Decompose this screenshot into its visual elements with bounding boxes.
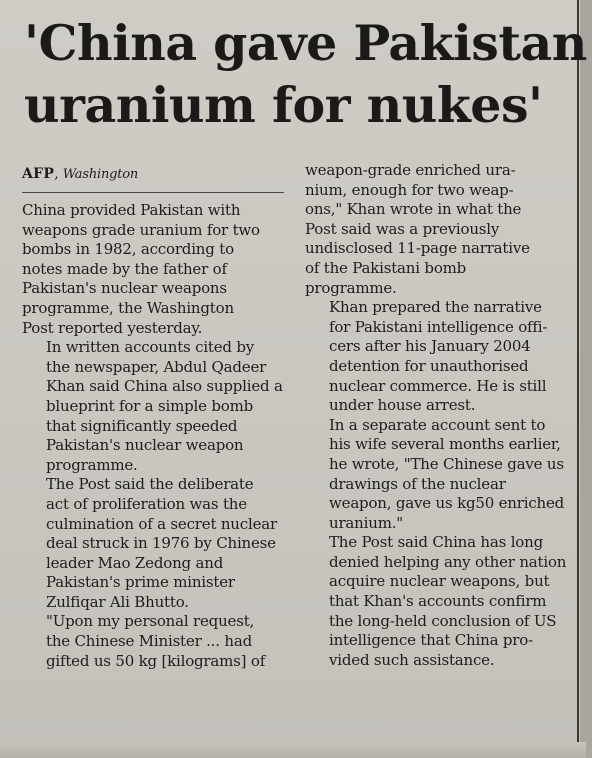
text-line: cers after his January 2004 (329, 337, 531, 356)
text-line: the newspaper, Abdul Qadeer (46, 357, 267, 376)
text-line: uranium." (329, 513, 403, 532)
text-line: nium, enough for two weap- (305, 180, 514, 199)
text-line: detention for unauthorised (329, 356, 529, 375)
article-paragraph (22, 201, 288, 338)
text-line: The Post said China has long (329, 533, 543, 552)
text-line: Pakistan's nuclear weapon (46, 436, 244, 455)
text-line: act of proliferation was the (46, 494, 247, 513)
text-line: weapon, gave us kg50 enriched (329, 494, 565, 513)
text-line: of the Pakistani bomb (305, 258, 467, 277)
article-paragraph (305, 161, 573, 298)
text-line: under house arrest. (329, 396, 476, 415)
left-column-body (22, 201, 288, 671)
text-line: programme, the Washington (22, 298, 234, 317)
article-paragraph (22, 612, 288, 671)
text-line: intelligence that China pro- (329, 631, 533, 650)
text-line: that Khan's accounts confirm (329, 592, 547, 611)
headline-line-2: uranium for nukes' (24, 76, 543, 134)
text-line: Khan prepared the narrative (329, 298, 542, 317)
text-line: "Upon my personal request, (46, 612, 255, 631)
text-line: drawings of the nuclear (329, 474, 506, 493)
article-paragraph (305, 298, 573, 416)
text-line: Pakistan's prime minister (46, 573, 235, 592)
text-line: Post said was a previously (305, 219, 500, 238)
article-paragraph (305, 533, 573, 670)
text-line: the Chinese Minister ... had (46, 632, 252, 651)
clipping-bottom-edge (0, 742, 586, 758)
text-line: Pakistan's nuclear weapons (22, 279, 227, 298)
text-line: programme. (46, 455, 138, 474)
byline-agency: AFP (22, 166, 55, 182)
article-paragraph (305, 416, 573, 534)
text-line: Khan said China also supplied a (46, 377, 283, 396)
byline-separator: , (54, 166, 59, 182)
text-line: bombs in 1982, according to (22, 240, 234, 259)
text-line: his wife several months earlier, (329, 435, 561, 454)
text-line: deal struck in 1976 by Chinese (46, 534, 276, 553)
text-line: denied helping any other nation (329, 552, 567, 571)
article-column-right (305, 161, 573, 670)
text-line: In written accounts cited by (46, 338, 255, 357)
text-line: nuclear commerce. He is still (329, 376, 547, 395)
text-line: China provided Pakistan with (22, 201, 241, 219)
article-paragraph (22, 338, 288, 475)
article-paragraph (22, 475, 288, 612)
text-line: In a separate account sent to (329, 415, 546, 434)
byline-divider (22, 192, 284, 193)
text-line: culmination of a secret nuclear (46, 514, 277, 533)
text-line: gifted us 50 kg [kilograms] of (46, 651, 266, 670)
text-line: leader Mao Zedong and (46, 553, 224, 572)
text-line: he wrote, "The Chinese gave us (329, 454, 564, 473)
text-line: The Post said the deliberate (46, 475, 254, 494)
text-line: notes made by the father of (22, 259, 227, 278)
headline-line-1: 'China gave Pakistan (24, 14, 587, 72)
text-line: ons," Khan wrote in what the (305, 200, 522, 219)
right-column-body (305, 161, 573, 670)
text-line: for Pakistani intelligence offi- (329, 317, 548, 336)
byline (22, 164, 288, 184)
text-line: programme. (305, 278, 397, 297)
text-line: weapons grade uranium for two (22, 220, 260, 239)
byline-place: Washington (62, 167, 139, 182)
text-line: vided such assistance. (329, 650, 495, 669)
headline (24, 12, 587, 136)
text-line: the long-held conclusion of US (329, 611, 557, 630)
article-column-left (22, 164, 288, 671)
text-line: that significantly speeded (46, 416, 238, 435)
text-line: Post reported yesterday. (22, 318, 203, 337)
text-line: acquire nuclear weapons, but (329, 572, 550, 591)
text-line: blueprint for a simple bomb (46, 396, 254, 415)
text-line: weapon-grade enriched ura- (305, 161, 516, 179)
text-line: undisclosed 11-page narrative (305, 239, 530, 258)
text-line: Zulfiqar Ali Bhutto. (46, 592, 189, 611)
